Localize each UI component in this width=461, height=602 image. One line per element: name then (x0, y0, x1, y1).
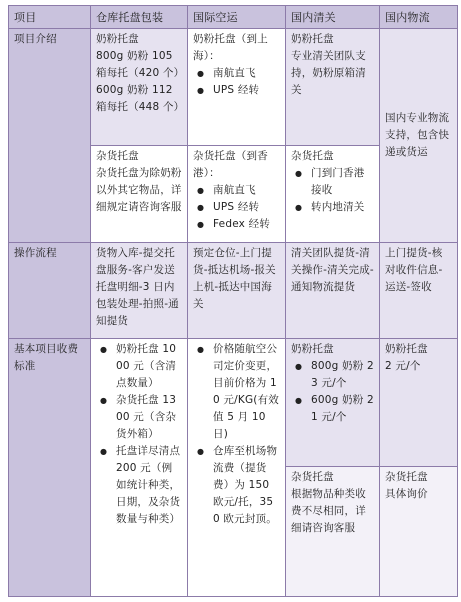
row-label-fees: 基本项目收费标准 (9, 339, 91, 597)
intro-air-misc (188, 145, 286, 242)
table-row (9, 29, 458, 146)
cell-title: 杂货托盘 (385, 471, 428, 484)
list-item: ● Fedex 经转 (193, 216, 280, 233)
list-item: ● UPS 经转 (193, 82, 280, 99)
header-logistics: 国内物流 (380, 6, 458, 29)
row-label-process: 操作流程 (9, 243, 91, 339)
cell-line: 杂货托盘为除奶粉以外其它物品，详细规定请咨询客服 (96, 166, 182, 213)
bullet-list (193, 182, 280, 233)
list-item: ● 仓库至机场物流费（提货费）为 150 欧元/托，350 欧元封顶。 (193, 443, 280, 528)
cell-title: 奶粉托盘 (291, 33, 334, 46)
fees-warehouse (91, 339, 188, 597)
list-item: ● 托盘详尽清点 200 元（例如统计种类，日期，及杂货数量与种类） (96, 443, 182, 528)
list-item: ● 门到门香港接收 (291, 165, 374, 199)
cell-title: 杂货托盘 (291, 471, 334, 484)
cell-line: 600g 奶粉 112 箱每托（448 个） (96, 84, 185, 114)
list-item: ● 南航直飞 (193, 65, 280, 82)
list-item: ● 杂货托盘 1300 元（含杂货外箱） (96, 392, 182, 443)
intro-logistics: 国内专业物流支持，包含快递或货运 (380, 29, 458, 243)
cell-title: 奶粉托盘（到上海）： (193, 33, 268, 63)
fees-logistics-misc (380, 467, 458, 597)
process-logistics: 上门提货-核对收件信息-运送-签收 (380, 243, 458, 339)
table-row (9, 339, 458, 467)
bullet-list (291, 165, 374, 216)
intro-warehouse-misc (91, 145, 188, 242)
list-item: ● 南航直飞 (193, 182, 280, 199)
fees-clear-misc (286, 467, 380, 597)
process-air: 预定仓位-上门提货-抵达机场-报关上机-抵达中国海关 (188, 243, 286, 339)
bullet-list (96, 341, 182, 528)
header-warehouse: 仓库托盘包装 (91, 6, 188, 29)
bullet-list (193, 341, 280, 528)
row-label-intro: 项目介绍 (9, 29, 91, 243)
list-item: ● 奶粉托盘 1000 元（含清点数量） (96, 341, 182, 392)
cell-title: 杂货托盘 (96, 149, 139, 162)
cell-line: 专业清关团队支持，奶粉原箱清关 (291, 50, 366, 97)
cell-title: 杂货托盘 (291, 149, 334, 162)
cell-line: 800g 奶粉 105 箱每托（420 个） (96, 50, 185, 80)
intro-warehouse-milk (91, 29, 188, 146)
header-item: 项目 (9, 6, 91, 29)
service-table (8, 5, 458, 597)
list-item: ● UPS 经转 (193, 199, 280, 216)
cell-title: 奶粉托盘 (385, 343, 428, 356)
list-item: ● 800g 奶粉 23 元/个 (291, 358, 374, 392)
table-row (9, 243, 458, 339)
cell-line: 具体询价 (385, 488, 428, 501)
intro-clear-misc (286, 145, 380, 242)
intro-clear-milk (286, 29, 380, 146)
intro-air-milk (188, 29, 286, 146)
fees-air (188, 339, 286, 597)
bullet-list (193, 65, 280, 99)
cell-line: 根据物品种类收费不尽相同，详细请咨询客服 (291, 488, 366, 535)
bullet-list (291, 358, 374, 426)
process-warehouse: 货物入库-提交托盘服务-客户发送托盘明细-3 日内包装处理-拍照-通知提货 (91, 243, 188, 339)
process-clear: 清关团队提货-清关操作-清关完成-通知物流提货 (286, 243, 380, 339)
cell-title: 奶粉托盘 (291, 343, 334, 356)
list-item: ● 价格随航空公司定价变更，目前价格为 10 元/KG(有效值 5 月 10 日) (193, 341, 280, 443)
cell-line: 2 元/个 (385, 360, 421, 373)
header-air: 国际空运 (188, 6, 286, 29)
fees-logistics-milk (380, 339, 458, 467)
cell-title: 杂货托盘（到香港）： (193, 149, 268, 179)
cell-title: 奶粉托盘 (96, 33, 139, 46)
fees-clear-milk (286, 339, 380, 467)
header-row (9, 6, 458, 29)
header-clearance: 国内清关 (286, 6, 380, 29)
list-item: ● 转内地清关 (291, 199, 374, 216)
list-item: ● 600g 奶粉 21 元/个 (291, 392, 374, 426)
